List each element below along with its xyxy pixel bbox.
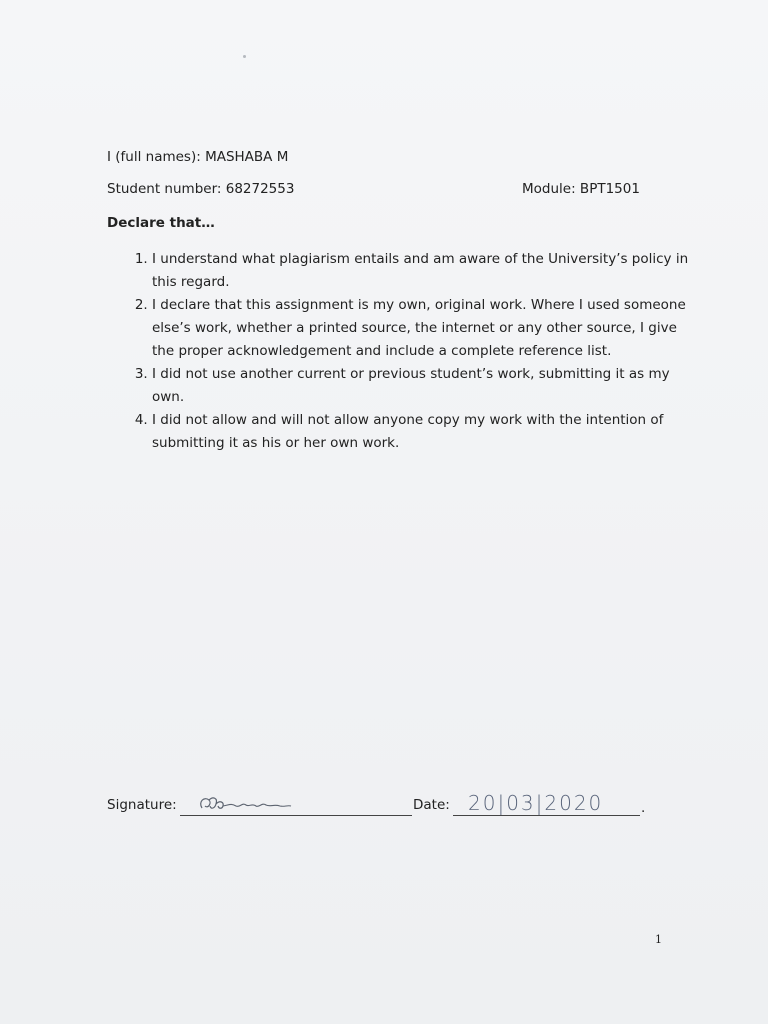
date-label: Date: [413, 797, 450, 813]
signature-label: Signature: [107, 797, 177, 813]
declaration-item: 1. I understand what plagiarism entails and am aware of the University’s policy in this regard. [152, 248, 692, 294]
full-names-line: I (full names): MASHABA M [107, 149, 289, 165]
declaration-item: 2. I declare that this assignment is my own, original work. Where I used someone else’s work, whether a printed source, the internet or any other source, I give the proper acknowledgement and include a complete reference list. [152, 294, 692, 363]
scan-speck [243, 55, 246, 58]
page-number: 1 [655, 933, 662, 946]
handwritten-date: 20|03|2020 [468, 791, 604, 815]
declare-heading: Declare that… [107, 215, 215, 231]
student-number-line: Student number: 68272553 [107, 181, 295, 197]
handwritten-signature [196, 794, 296, 816]
module-line: Module: BPT1501 [522, 181, 640, 197]
declaration-item: 3. I did not use another current or previous student’s work, submitting it as my own. [152, 363, 692, 409]
declaration-list [130, 248, 692, 455]
declaration-item: 4. I did not allow and will not allow anyone copy my work with the intention of submitting it as his or her own work. [152, 409, 692, 455]
date-line [453, 815, 640, 816]
date-end-dot: . [641, 800, 646, 816]
